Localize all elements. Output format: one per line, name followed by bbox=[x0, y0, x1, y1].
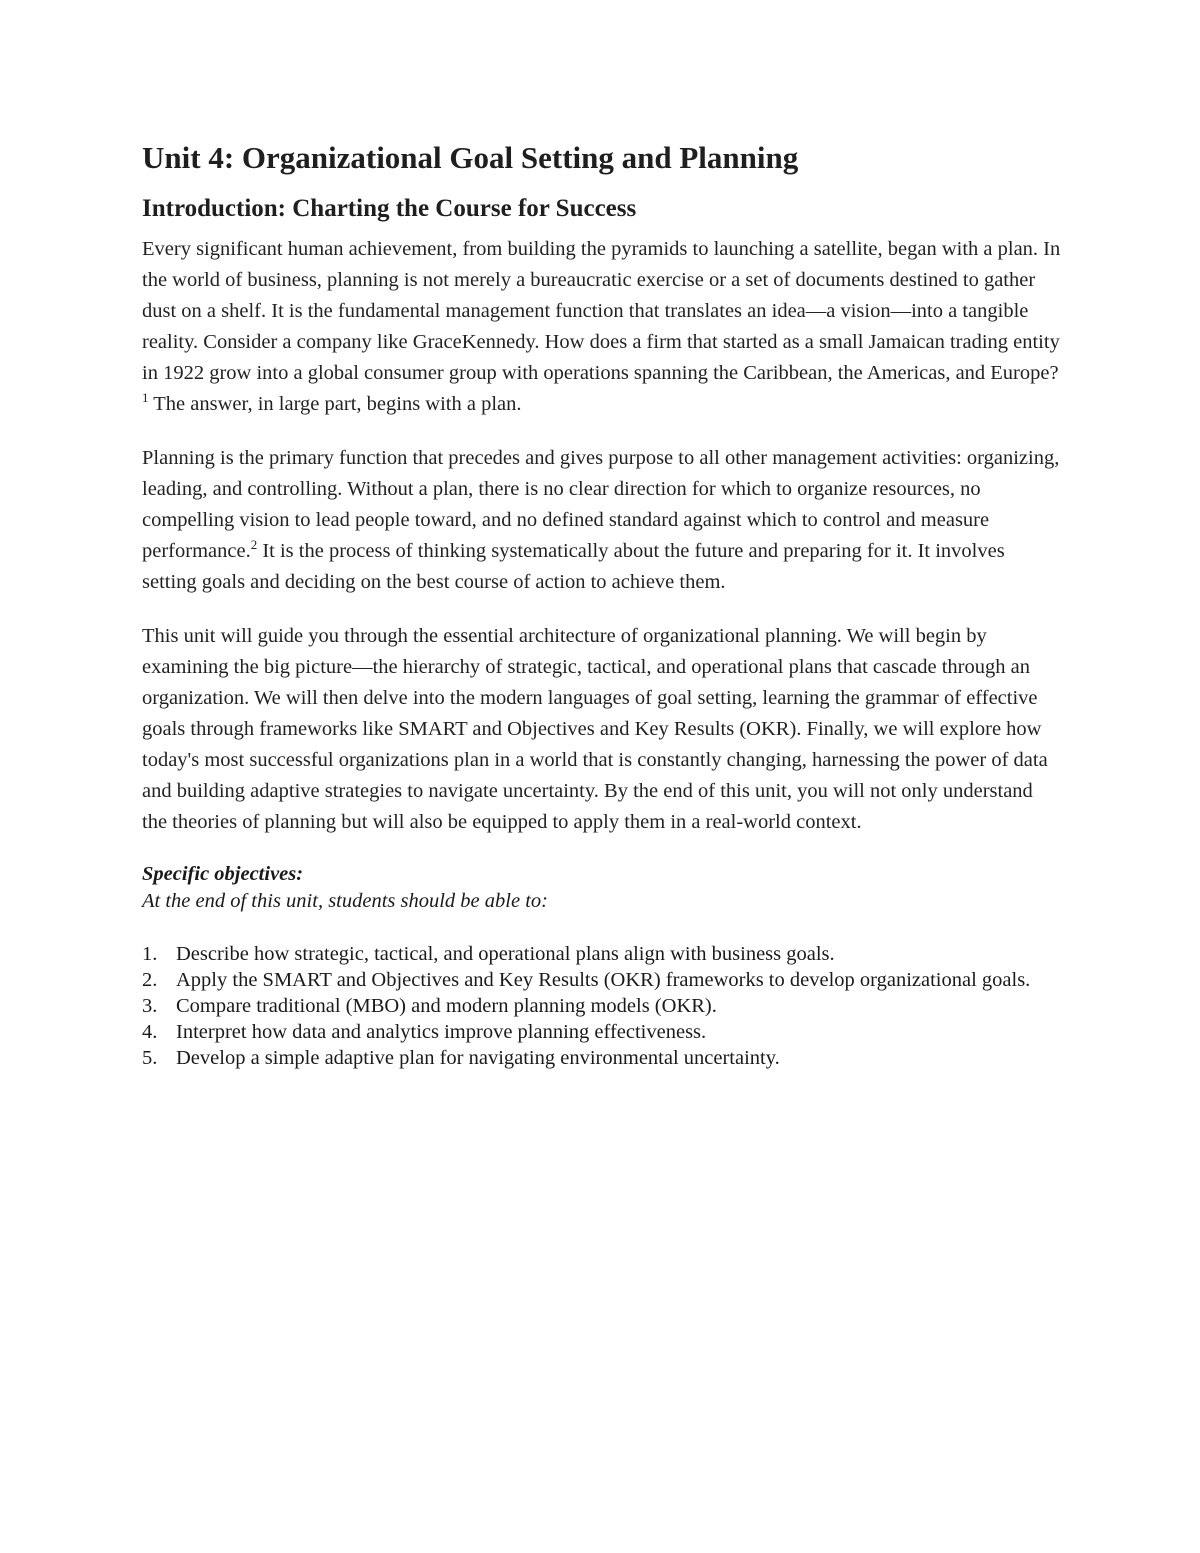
list-item bbox=[142, 1045, 1062, 1071]
list-item-number: 3. bbox=[142, 995, 158, 1017]
intro-heading: Introduction: Charting the Course for Success bbox=[142, 195, 637, 222]
footnote-ref-2[interactable]: 2 bbox=[250, 537, 258, 553]
list-item-text: Develop a simple adaptive plan for navigating environmental uncertainty. bbox=[176, 1047, 780, 1069]
objectives-subtitle: At the end of this unit, students should be able to: bbox=[142, 890, 548, 912]
objectives-title: Specific objectives: bbox=[142, 863, 304, 885]
unit-title: Unit 4: Organizational Goal Setting and Planning bbox=[142, 140, 799, 175]
paragraph-intro bbox=[142, 234, 1062, 420]
list-item bbox=[142, 941, 1062, 967]
list-item-number: 1. bbox=[142, 943, 158, 965]
paragraph-intro-text: Every significant human achievement, from building the pyramids to launching a satellite, began with a plan. In the world of business, planning is not merely a bureaucratic exercise or a set of documents destined to gather dust on a shelf. It is the fundamental management function that translates an idea—a vision—into a tangible reality. Consider a company like GraceKennedy. How does a firm that started as a small Jamaican trading entity in 1922 grow into a global consumer group with operations spanning the Caribbean, the Americas, and Europe? bbox=[142, 238, 1061, 384]
paragraph-planning-text: Planning is the primary function that precedes and gives purpose to all other management activities: organizing, leading, and controlling. Without a plan, there is no clear direction for which to organize resources, no compelling vision to lead people toward, and no defined standard against which to control and measure performance. bbox=[142, 447, 1060, 562]
list-item-text: Interpret how data and analytics improve planning effectiveness. bbox=[176, 1021, 707, 1043]
list-item bbox=[142, 967, 1062, 993]
list-item-number: 2. bbox=[142, 969, 158, 991]
list-item-text: Compare traditional (MBO) and modern planning models (OKR). bbox=[176, 995, 717, 1017]
list-item-text: Describe how strategic, tactical, and operational plans align with business goals. bbox=[176, 943, 835, 965]
list-item bbox=[142, 1019, 1062, 1045]
document-page bbox=[142, 138, 1062, 1071]
list-item-number: 5. bbox=[142, 1047, 158, 1069]
objectives-list bbox=[142, 941, 1062, 1071]
list-item bbox=[142, 993, 1062, 1019]
footnote-ref-1[interactable]: 1 bbox=[142, 390, 149, 406]
paragraph-intro-tail: The answer, in large part, begins with a plan. bbox=[148, 393, 522, 415]
paragraph-planning bbox=[142, 443, 1062, 598]
paragraph-unit-guide: This unit will guide you through the essential architecture of organizational planning. We will begin by examining the big picture—the hierarchy of strategic, tactical, and operational plans that cascade through an organization. We will then delve into the modern languages of goal setting, learning the grammar of effective goals through frameworks like SMART and Objectives and Key Results (OKR). Finally, we will explore how today's most successful organizations plan in a world that is constantly changing, harnessing the power of data and building adaptive strategies to navigate uncertainty. By the end of this unit, you will not only understand the theories of planning but will also be equipped to apply them in a real-world context. bbox=[142, 625, 1048, 833]
paragraph-planning-tail: It is the process of thinking systematically about the future and preparing for it. It involves setting goals and deciding on the best course of action to achieve them. bbox=[142, 540, 1005, 593]
list-item-text: Apply the SMART and Objectives and Key Results (OKR) frameworks to develop organizational goals. bbox=[176, 969, 1031, 991]
list-item-number: 4. bbox=[142, 1021, 158, 1043]
